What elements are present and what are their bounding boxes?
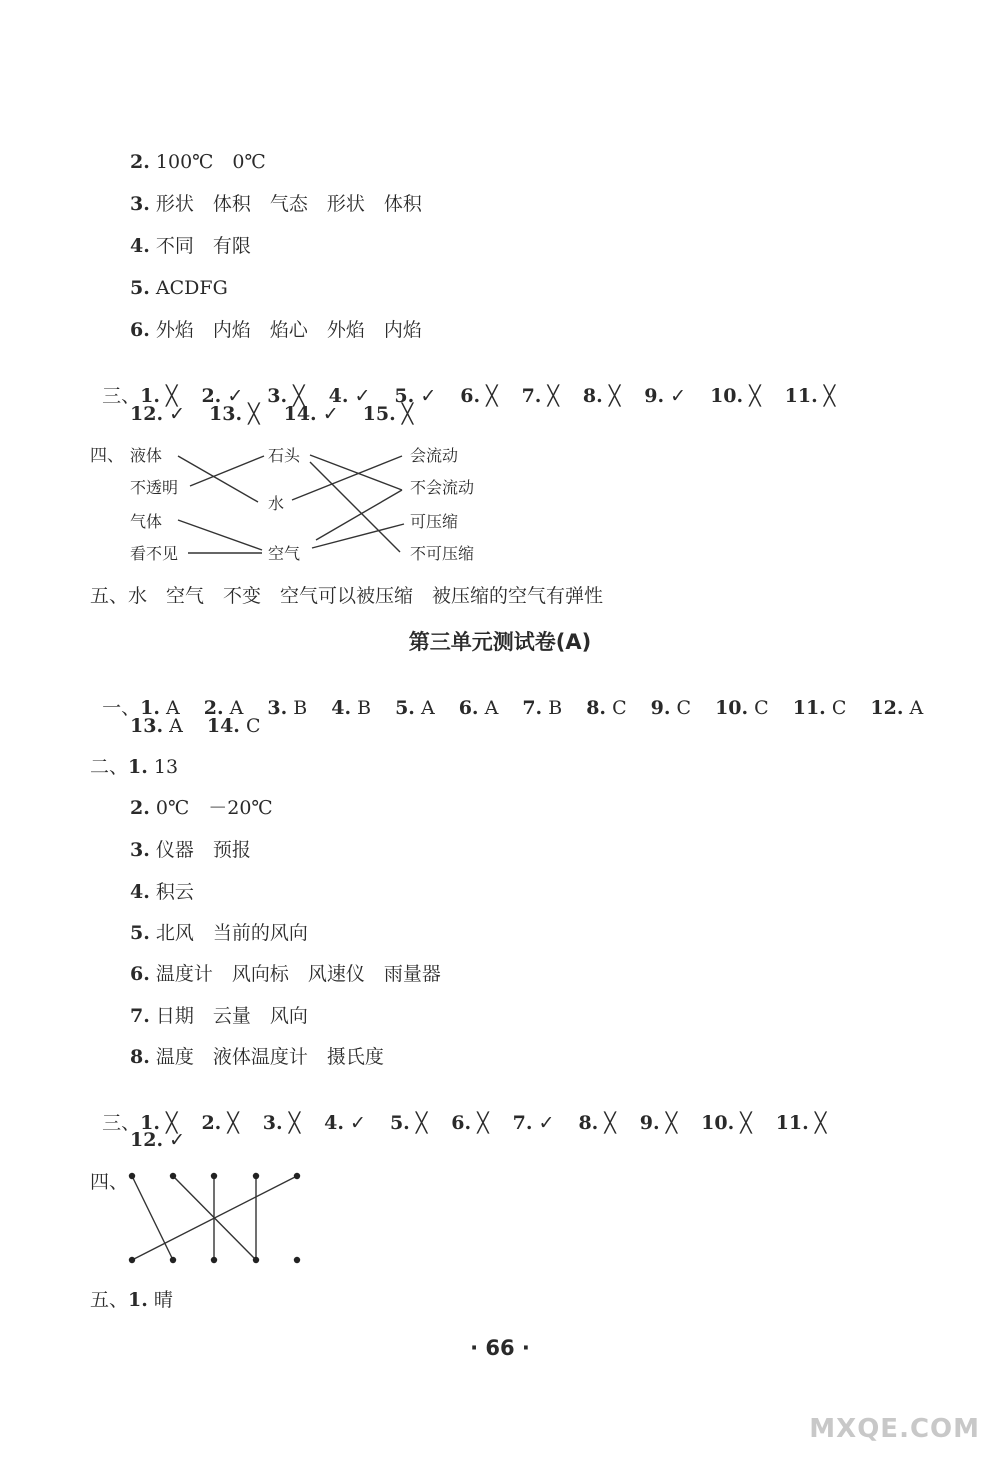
answer-item: 14. ✓ [283,403,339,425]
unit-section2-line8: 8. 温度 液体温度计 摄氏度 [130,1046,384,1068]
answer-item: 10. ╳ [701,1112,752,1134]
unit-section4-prefix: 四、 [90,1171,129,1193]
match-line [316,490,402,540]
match-left-3: 气体 [130,512,163,531]
watermark-logo: MXQE.COM [809,1414,980,1444]
choice-answer: A [909,697,924,719]
choice-answer: B [293,697,308,719]
answer-item: 1. A [140,697,180,719]
answer-line-2-2: 2. 100℃ 0℃ [130,151,266,173]
match-middle-1: 石头 [268,446,301,465]
unit-section2-line2: 2. 0℃ －20℃ [130,797,273,819]
unit-section2-line7: 7. 日期 云量 风向 [130,1005,308,1027]
match-line [190,456,264,486]
judgement-mark: ╳ [248,403,260,425]
judgement-mark: ╳ [547,385,559,407]
answer-item: 4. B [331,697,372,719]
page-number: · 66 · [470,1336,530,1360]
dot [211,1173,217,1179]
answer-item: 7. ✓ [512,1112,555,1134]
unit-section2-line3: 3. 仪器 预报 [130,839,251,861]
unit-title: 第三单元测试卷(A) [408,630,592,654]
unit-section2-line5: 5. 北风 当前的风向 [130,922,308,944]
answer-item: 15. ╳ [362,403,414,425]
choice-answer: C [831,697,847,719]
match-line [310,455,402,490]
match-left-2: 不透明 [130,478,179,497]
dot [129,1173,135,1179]
judgement-mark: ╳ [288,1112,301,1134]
answer-item: 11. ╳ [775,1112,827,1134]
choice-answer: B [357,697,372,719]
judgement-mark: ╳ [293,385,305,407]
unit-section1-row1 [90,672,947,720]
match-line [312,524,404,548]
answer-item: 4. ✓ [328,385,371,407]
match-left-4: 看不见 [130,544,179,563]
unit-section2-prefix: 二、 [90,756,129,778]
answer-item: 6. ╳ [460,385,498,407]
answer-item: 9. ╳ [639,1112,678,1134]
unit-section1-row2 [130,714,285,738]
choice-answer: C [245,715,261,737]
match-middle-3: 空气 [268,544,301,563]
choice-answer: A [420,697,435,719]
answer-item: 1. ╳ [140,385,178,407]
section5-line: 五、水 空气 不变 空气可以被压缩 被压缩的空气有弹性 [90,585,604,607]
answer-item: 12. ✓ [130,1129,186,1151]
judgement-mark: ╳ [604,1112,616,1134]
judgement-mark: ╳ [486,385,498,407]
choice-answer: A [229,697,244,719]
answer-item: 11. ╳ [784,385,836,407]
answer-line-2-5: 5. ACDFG [130,277,228,299]
answer-item: 4. ✓ [324,1112,366,1134]
dot [211,1257,217,1263]
answer-item: 7. ╳ [521,385,559,407]
judgement-mark: ╳ [608,385,621,407]
match-middle-2: 水 [268,494,285,513]
choice-answer: C [612,697,627,719]
answer-item: 3. B [267,697,308,719]
choice-answer: A [166,697,180,719]
judgement-mark: ╳ [749,385,761,407]
answer-item: 3. ╳ [262,1112,301,1134]
answer-item: 2. A [203,697,244,719]
unit-section2-line6: 6. 温度计 风向标 风速仪 雨量器 [130,963,441,985]
answer-item: 2. ╳ [201,1112,239,1134]
answer-line-2-4: 4. 不同 有限 [130,235,251,257]
answer-item: 6. ╳ [451,1112,489,1134]
unit-section2-line1: 二、1. 13 [90,756,179,778]
answer-item: 13. ╳ [209,403,260,425]
answer-item: 5. ✓ [394,385,437,407]
answer-item: 5. A [395,697,435,719]
answer-item: 7. B [522,697,563,719]
answer-line-2-3: 3. 形状 体积 气态 形状 体积 [130,193,422,215]
judgement-mark: ╳ [166,1112,178,1134]
answer-item: 12. ✓ [130,403,186,425]
judgement-mark: ╳ [477,1112,489,1134]
answer-item: 6. A [458,697,499,719]
answer-item: 11. C [792,697,847,719]
choice-answer: C [754,697,769,719]
dot [253,1257,259,1263]
dot [170,1257,176,1263]
unit-section3-prefix: 三、 [102,1112,141,1134]
answer-item: 8. C [586,697,627,719]
answer-item: 9. ✓ [644,385,687,407]
dot [294,1173,300,1179]
judgement-mark: ✓ [322,403,339,425]
judgement-mark: ╳ [823,385,836,407]
choice-answer: B [548,697,563,719]
judgement-mark: ✓ [350,1112,366,1134]
judgement-mark: ╳ [401,403,414,425]
answer-item: 1. ╳ [140,1112,178,1134]
judgement-mark: ✓ [420,385,437,407]
answer-item: 3. ╳ [267,385,305,407]
unit-section1-prefix: 一、 [102,697,141,719]
choice-answer: A [169,715,183,737]
answer-item: 10. C [715,697,769,719]
judgement-mark: ╳ [740,1112,752,1134]
unit-section5-line: 五、1. 晴 [90,1289,173,1311]
match-right-3: 可压缩 [410,512,459,531]
answer-item: 5. ╳ [389,1112,428,1134]
section4-prefix: 四、 [90,446,124,466]
answer-item: 2. ✓ [201,385,244,407]
judgement-mark: ✓ [354,385,371,407]
judgement-mark: ╳ [166,385,178,407]
dot-line [132,1176,173,1260]
answer-item: 8. ╳ [578,1112,616,1134]
match-right-1: 会流动 [410,446,459,465]
answer-item: 8. ╳ [582,385,621,407]
dot [294,1257,300,1263]
match-line [178,520,262,550]
judgement-mark: ✓ [227,385,244,407]
match-right-4: 不可压缩 [410,544,475,563]
match-line [292,456,402,500]
match-left-1: 液体 [130,446,163,465]
dot [253,1173,259,1179]
judgement-mark: ✓ [670,385,687,407]
dot [170,1173,176,1179]
choice-answer: A [484,697,499,719]
answer-item: 13. A [130,715,183,737]
unit-section2-line4: 4. 积云 [130,881,194,903]
judgement-mark: ✓ [538,1112,555,1134]
answer-item: 14. C [206,715,261,737]
judgement-mark: ✓ [169,1129,186,1151]
judgement-mark: ╳ [227,1112,239,1134]
match-right-2: 不会流动 [410,478,475,497]
judgement-mark: ╳ [814,1112,827,1134]
answer-item: 12. A [870,697,924,719]
choice-answer: C [676,697,692,719]
dot [129,1257,135,1263]
answer-item: 10. ╳ [710,385,761,407]
answer-line-2-6: 6. 外焰 内焰 焰心 外焰 内焰 [130,319,422,341]
judgement-mark: ✓ [169,403,186,425]
section3-prefix: 三、 [102,385,141,407]
unit-section3-row2 [130,1128,209,1152]
judgement-mark: ╳ [415,1112,428,1134]
judgement-mark: ╳ [665,1112,678,1134]
answer-item: 9. C [650,697,692,719]
